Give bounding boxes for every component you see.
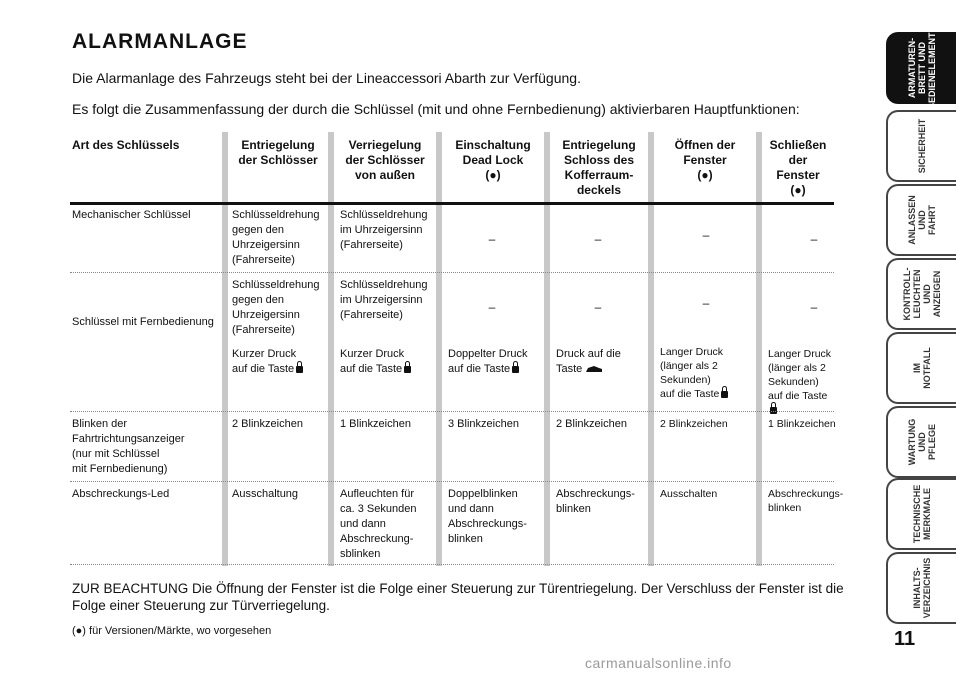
- row-label-indicators: Blinken der Fahrtrichtungsanzeiger (nur mit Schlüssel mit Fernbedienung): [72, 418, 185, 475]
- column-divider: [648, 132, 654, 566]
- header-key-type: Art des Schlüssels: [72, 138, 180, 152]
- cell: –: [594, 300, 602, 314]
- cell: Schlüsseldrehung im Uhrzeigersinn (Fahrerseite): [340, 279, 428, 321]
- lock-icon: [404, 366, 411, 373]
- tab-safety[interactable]: SICHERHEIT: [886, 110, 956, 182]
- cell: Schlüsseldrehung gegen den Uhrzeigersinn (Fahrerseite): [232, 209, 320, 266]
- tab-dashboard-controls[interactable]: ARMATUREN- BRETT UND BEDIENELEMENTE: [886, 32, 956, 104]
- section-tabs: [882, 0, 960, 678]
- cell: –: [488, 300, 496, 314]
- cell: Kurzer Druck auf die Taste: [232, 347, 303, 377]
- watermark: carmanualsonline.info: [585, 655, 732, 671]
- lock-icon: [296, 366, 303, 373]
- column-divider: [222, 132, 228, 566]
- cell: Doppelter Druck auf die Taste: [448, 348, 528, 375]
- tab-technical-specs[interactable]: TECHNISCHE MERKMALE: [886, 478, 956, 550]
- cell: Schlüsseldrehung gegen den Uhrzeigersinn (Fahrerseite): [232, 279, 320, 336]
- cell: –: [594, 232, 602, 246]
- cell: –: [702, 296, 710, 310]
- column-divider: [436, 132, 442, 566]
- tab-emergency[interactable]: IM NOTFALL: [886, 332, 956, 404]
- row-separator: [70, 564, 834, 565]
- cell: Aufleuchten für ca. 3 Sekunden und dann Abschreckung- sblinken: [340, 488, 417, 560]
- cell: 2 Blinkzeichen: [556, 418, 627, 430]
- header-window-close: Schließen der Fenster (●): [769, 138, 827, 197]
- lock-icon: [721, 391, 728, 398]
- cell: Langer Druck (länger als 2 Sekunden) auf die Taste: [660, 345, 728, 401]
- cell: –: [702, 228, 710, 242]
- lock-icon: [512, 366, 519, 373]
- row-label-remote-key: Schlüssel mit Fernbedienung: [72, 316, 214, 328]
- header-lock: Verriegelung der Schlösser von außen: [345, 138, 425, 182]
- summary-paragraph: Es folgt die Zusammenfassung der durch die Schlüssel (mit und ohne Fernbedienung) aktivierbaren Hauptfunktionen:: [72, 101, 800, 117]
- row-label-mechanical-key: Mechanischer Schlüssel: [72, 209, 191, 221]
- header-trunk-unlock: Entriegelung Schloss des Kofferraum- deckels: [562, 138, 636, 197]
- header-dead-lock: Einschaltung Dead Lock (●): [455, 138, 531, 182]
- header-rule: [70, 202, 834, 205]
- page-title: ALARMANLAGE: [72, 30, 248, 53]
- cell: Schlüsseldrehung im Uhrzeigersinn (Fahrerseite): [340, 209, 428, 251]
- cell: 1 Blinkzeichen: [768, 418, 836, 430]
- cell: –: [810, 300, 818, 314]
- cell: Doppelblinken und dann Abschreckungs- blinken: [448, 488, 527, 545]
- header-unlock: Entriegelung der Schlösser: [238, 138, 318, 167]
- cell: Kurzer Druck auf die Taste: [340, 347, 411, 377]
- cell: 1 Blinkzeichen: [340, 418, 411, 430]
- page-number: 11: [894, 628, 916, 650]
- trunk-icon: [585, 365, 603, 373]
- attention-note: ZUR BEACHTUNG Die Öffnung der Fenster ist die Folge einer Steuerung zur Türentriegelung. Der Verschluss der Fenster ist die Folge einer Steuerung zur Türverriegelung.: [72, 581, 844, 613]
- key-functions-table: [70, 132, 844, 566]
- row-label-deterrent-led: Abschreckungs-Led: [72, 488, 170, 500]
- header-window-open: Öffnen der Fenster (●): [674, 138, 736, 182]
- cell: Abschreckungs- blinken: [556, 488, 635, 515]
- cell: 2 Blinkzeichen: [660, 418, 728, 430]
- row-separator: [70, 411, 834, 412]
- tab-maintenance[interactable]: WARTUNG UND PFLEGE: [886, 406, 956, 478]
- cell: Ausschalten: [660, 488, 718, 500]
- cell: 3 Blinkzeichen: [448, 418, 519, 430]
- cell: –: [488, 232, 496, 246]
- footnote: (●) für Versionen/Märkte, wo vorgesehen: [72, 625, 272, 637]
- cell: –: [810, 232, 818, 246]
- cell: 2 Blinkzeichen: [232, 418, 303, 430]
- cell: Druck auf die Taste: [556, 348, 621, 375]
- intro-paragraph: Die Alarmanlage des Fahrzeugs steht bei der Lineaccessori Abarth zur Verfügung.: [72, 70, 581, 86]
- tab-starting-driving[interactable]: ANLASSEN UND FAHRT: [886, 184, 956, 256]
- tab-warning-lights[interactable]: KONTROLL- LEUCHTEN UND ANZEIGEN: [886, 258, 956, 330]
- column-divider: [328, 132, 334, 566]
- cell: Abschreckungs- blinken: [768, 488, 844, 514]
- row-separator: [70, 481, 834, 482]
- tab-index[interactable]: INHALTS- VERZEICHNIS: [886, 552, 956, 624]
- cell: Ausschaltung: [232, 488, 299, 500]
- cell: Langer Druck (länger als 2 Sekunden) auf die Taste: [768, 347, 834, 417]
- row-separator: [70, 272, 834, 273]
